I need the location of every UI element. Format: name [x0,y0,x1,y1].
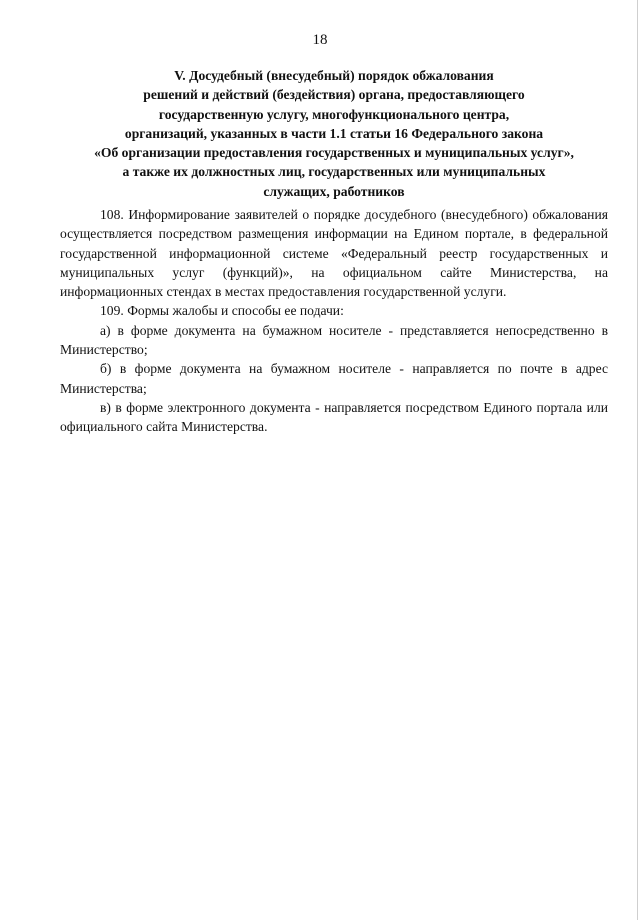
section-heading-line: государственную услугу, многофункционального центра, [158,106,510,122]
paragraph-109: 109. Формы жалобы и способы ее подачи: [100,303,344,319]
document-body [60,205,608,437]
list-item-v: в) в форме электронного документа - направляется посредством Единого портала или официального сайта Министерства. [60,399,608,435]
paragraph-108: 108. Информирование заявителей о порядке досудебного (внесудебного) обжалования осуществляется посредством размещения информации на Едином портале, в федеральной государственной информационной системе «Федеральный реестр государственных и муниципальных услуг (функций)», на официальном сайте Министерства, на информационных стендах в местах предоставления государственной услуги. [60,207,608,300]
section-heading [60,66,608,201]
section-heading-line: организаций, указанных в части 1.1 статьи 16 Федерального закона [124,125,544,141]
section-heading-line: а также их должностных лиц, государственных или муниципальных [122,164,546,180]
section-heading-line: V. Досудебный (внесудебный) порядок обжалования [174,68,494,83]
section-heading-line: «Об организации предоставления государственных и муниципальных услуг», [94,145,574,161]
page-number: 18 [312,32,328,48]
section-heading-line: решений и действий (бездействия) органа, предоставляющего [143,87,525,103]
list-item-b: б) в форме документа на бумажном носителе - направляется по почте в адрес Министерства; [60,361,608,396]
page-edge [637,0,638,920]
list-item-a: а) в форме документа на бумажном носителе - представляется непосредственно в Министерство; [60,322,608,358]
section-heading-line: служащих, работников [263,183,405,199]
